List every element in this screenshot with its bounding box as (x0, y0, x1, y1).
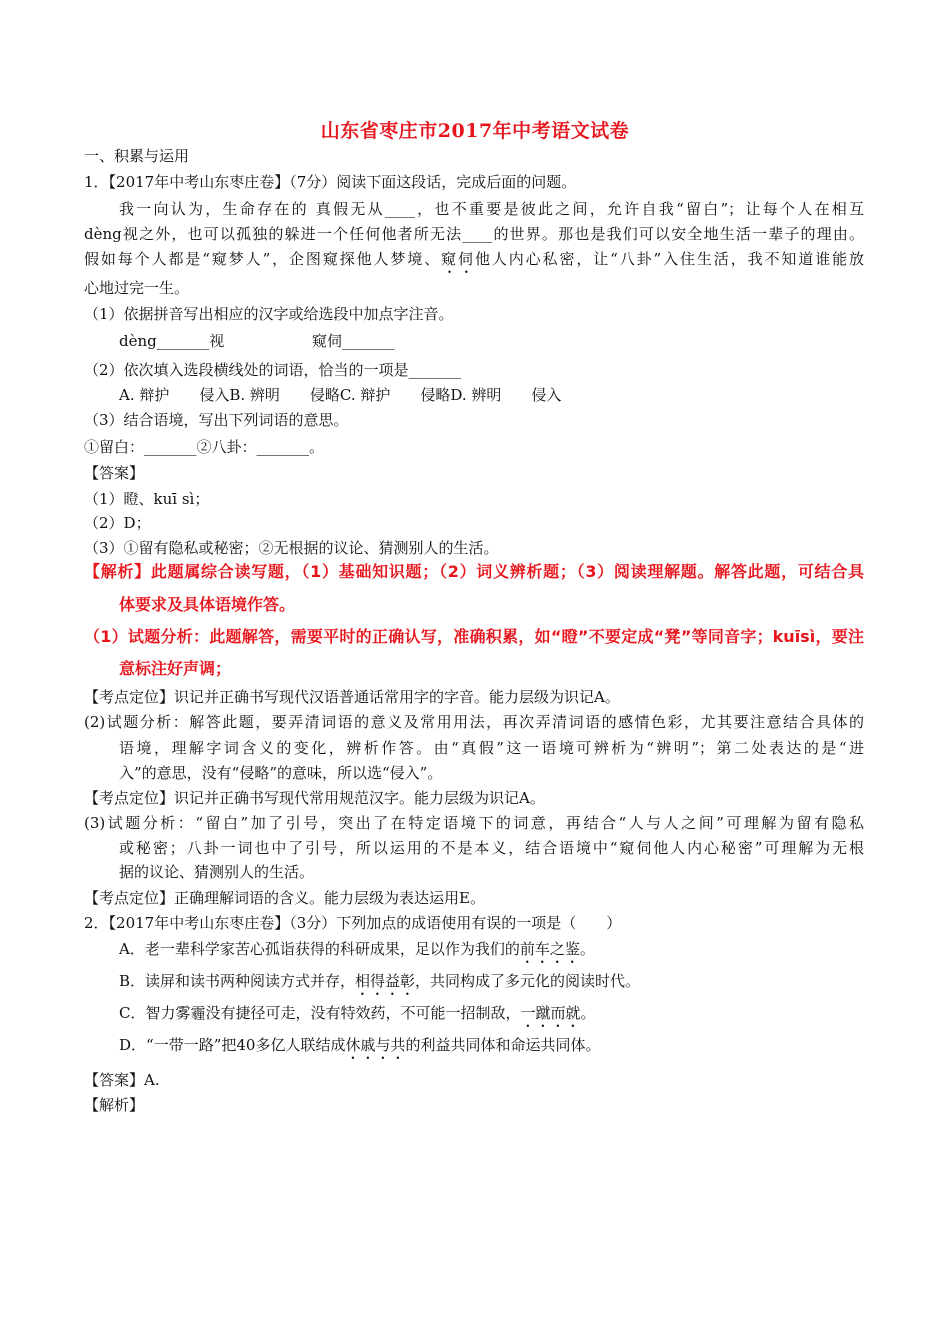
answer-3: （3）①留有隐私或秘密；②无根据的议论、猜测别人的生活。 (84, 539, 499, 557)
option-d: D．“一带一路”把40多亿人联结成休戚与共的利益共同体和命运共同体。 (119, 1036, 601, 1054)
option-a: A．老一辈科学家苦心孤诣获得的科研成果，足以作为我们的前车之鉴。 (119, 940, 595, 958)
subquestion-1-blank-a: dèng_______视 (119, 332, 225, 350)
passage-line-1: 我一向认为，生命存在的 真假无从____，也不重要是彼此之间，允许自我“留白”；让每个人在相互 (119, 200, 864, 218)
section-heading: 一、积累与运用 (84, 147, 190, 165)
analysis-3-line-1: (3)试题分析：“留白”加了引号，突出了在特定语境下的词意，再结合“人与人之间”可理解为留有隐私 (84, 814, 864, 832)
analysis-line-1: 【解析】此题属综合读写题，（1）基础知识题；（2）词义辨析题；（3）阅读理解题。解答此题，可结合具 (84, 562, 864, 581)
analysis-2-line-1: (2)试题分析：解答此题，要弄清词语的意义及常用用法，再次弄清词语的感情色彩，尤其要注意结合具体的 (84, 713, 864, 731)
key-point-1: 【考点定位】识记并正确书写现代汉语普通话常用字的字音。能力层级为识记A。 (84, 688, 620, 706)
analysis-3-line-2: 或秘密；八卦一词也中了引号，所以运用的不是本义，结合语境中“窥伺他人内心秘密”可理解为无根 (119, 839, 864, 857)
analysis-3-line-3: 据的议论、猜测别人的生活。 (119, 863, 315, 881)
page-title: 山东省枣庄市2017年中考语文试卷 (320, 120, 630, 142)
passage-line-4: 心地过完一生。 (84, 279, 190, 297)
analysis-line-3: （1）试题分析：此题解答，需要平时的正确认写，准确积累，如“瞪”不要定成“凳”等同音字；kuīsì，要注 (84, 627, 864, 646)
question-1-heading: 1．【2017年中考山东枣庄卷】（7分）阅读下面这段话，完成后面的问题。 (84, 173, 577, 191)
subquestion-2-options: A. 辩护 侵入B. 辨明 侵略C. 辩护 侵略D. 辨明 侵入 (119, 386, 562, 404)
subquestion-3-blanks: ①留白：_______②八卦：_______。 (84, 438, 325, 456)
key-point-3: 【考点定位】正确理解词语的含义。能力层级为表达运用E。 (84, 889, 485, 907)
subquestion-2: （2）依次填入选段横线处的词语，恰当的一项是_______ (84, 361, 462, 379)
question-2-analysis: 【解析】 (84, 1096, 145, 1114)
analysis-line-4: 意标注好声调； (119, 659, 232, 678)
question-2-heading: 2．【2017年中考山东枣庄卷】（3分）下列加点的成语使用有误的一项是（ ） (84, 914, 622, 932)
analysis-2-line-2: 语境，理解字词含义的变化，辨析作答。由“真假”这一语境可辨析为“辨明”；第二处表达的是“进 (119, 739, 864, 757)
answer-2: （2）D； (84, 514, 151, 532)
key-point-2: 【考点定位】识记并正确书写现代常用规范汉字。能力层级为识记A。 (84, 789, 545, 807)
analysis-2-line-3: 入”的意思，没有“侵略”的意味，所以选“侵入”。 (119, 764, 443, 782)
dotted-word: 窥伺 (441, 250, 475, 268)
answer-1: （1）瞪、kuī sì； (84, 490, 210, 508)
option-b: B．读屏和读书两种阅读方式并存，相得益彰，共同构成了多元化的阅读时代。 (119, 972, 641, 990)
dotted-idiom-c: 一蹴而就 (520, 1004, 581, 1022)
dotted-idiom-b: 相得益彰 (355, 972, 416, 990)
dotted-idiom-a: 前车之鉴 (519, 940, 580, 958)
subquestion-1-blank-b: 窥伺_______ (312, 332, 395, 350)
passage-line-2: dèng视之外，也可以孤独的躲进一个任何他者所无法____的世界。那也是我们可以安全地生活一辈子的理由。 (84, 225, 864, 243)
passage-line-3: 假如每个人都是“窥梦人”，企图窥探他人梦境、窥伺他人内心私密，让“八卦”入住生活，我不知道谁能放 (84, 250, 864, 268)
option-c: C．智力雾霾没有捷径可走，没有特效药，不可能一招制敌，一蹴而就。 (119, 1004, 596, 1022)
question-2-answer: 【答案】A. (84, 1071, 160, 1089)
dotted-idiom-d: 休戚与共 (345, 1036, 406, 1054)
analysis-line-2: 体要求及具体语境作答。 (119, 595, 296, 614)
answer-heading: 【答案】 (84, 464, 145, 482)
subquestion-3: （3）结合语境，写出下列词语的意思。 (84, 411, 349, 429)
subquestion-1: （1）依据拼音写出相应的汉字或给选段中加点字注音。 (84, 305, 454, 323)
